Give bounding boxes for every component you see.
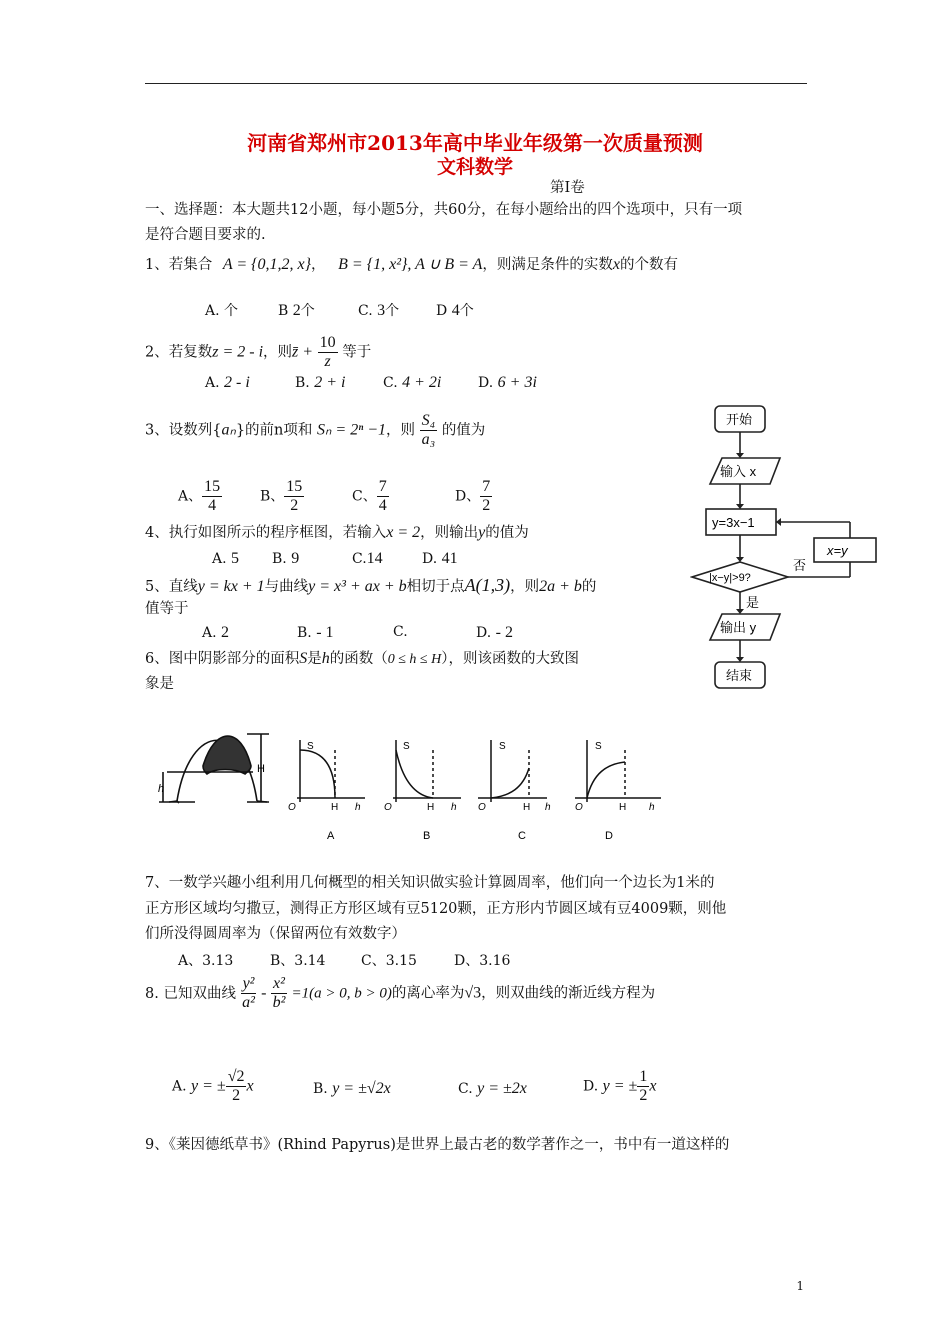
q2-option-a: A. 2 - i: [205, 374, 250, 391]
flow-update-text: x=y: [827, 543, 848, 558]
graph-label-d: D: [605, 830, 613, 842]
graph-a-s: S: [307, 741, 314, 752]
q1-option-b: B 2个: [278, 302, 315, 319]
flow-start-text: 开始: [726, 412, 753, 427]
q4-option-d: D. 41: [422, 550, 458, 567]
graph-d: [575, 740, 661, 802]
graph-d-h: H: [619, 802, 627, 813]
q5-option-d: D. - 2: [476, 624, 513, 641]
question-6: 6、图中阴影部分的面积S是h的函数（0 ≤ h ≤ H），则该函数的大致图: [145, 650, 579, 667]
flowchart: [690, 400, 890, 695]
q1-option-d: D 4个: [436, 302, 474, 319]
document-title: 河南省郑州市2013年高中毕业年级第一次质量预测: [247, 131, 703, 155]
q2-option-b: B. 2 + i: [295, 374, 346, 391]
set-b: B = {1, x²}, A ∪ B = A: [338, 256, 483, 273]
question-5-line-2: 值等于: [145, 601, 189, 617]
graph-b-o: O: [384, 802, 392, 813]
intro-line-1: 一、选择题：本大题共12小题，每小题5分，共60分，在每小题给出的四个选项中，只有一项: [145, 202, 743, 218]
flow-yes-label: 是: [746, 595, 760, 610]
q8-option-b: B. y = ±√2x: [313, 1080, 391, 1097]
q8-option-d: D. y = ± $\frac{1}{2}$ x: [583, 1068, 657, 1104]
graph-d-haxis: h: [649, 802, 655, 813]
q3-fraction: $\frac{\text{S₄}}{\text{a₃}}$: [421, 412, 436, 448]
q5-option-a: A. 2: [202, 624, 230, 641]
graph-a-haxis: h: [355, 802, 361, 813]
q5-option-b: B. - 1: [297, 624, 334, 641]
flow-end-text: 结束: [726, 668, 753, 683]
q7-option-a: A、3.13: [178, 953, 234, 969]
flow-assign-text: y=3x−1: [712, 515, 755, 530]
q8-option-a: A. y = ± $\frac{√2}{2}$ x: [172, 1068, 254, 1104]
document-subtitle: 文科数学: [436, 156, 513, 178]
graph-label-c: C: [518, 830, 526, 842]
question-7-line-3: 们所没得圆周率为（保留两位有效数字）: [145, 926, 406, 942]
q2-option-c: C. 4 + 2i: [383, 374, 442, 391]
q3-option-b: B、 $\frac{15}{2}$: [260, 478, 303, 514]
q4-option-c: C.14: [352, 550, 383, 567]
q2-option-d: D. 6 + 3i: [478, 374, 537, 391]
question-7-line-1: 7、一数学兴趣小组利用几何概型的相关知识做实验计算圆周率，他们向一个边长为1米的: [145, 875, 715, 891]
H-label-figure: H: [257, 763, 265, 775]
q1-option-c: C. 3个: [358, 302, 400, 319]
graph-d-s: S: [595, 741, 602, 752]
question-1: 1、若集合 A = {0,1,2, x}， B = {1, x²}, A ∪ B = A，则满足条件的实数x的个数有: [145, 256, 678, 273]
question-3: 3、设数列{aₙ}的前n项和 Sₙ = 2ⁿ −1，则 $\frac{\text{S₄}}{\text{a₃}}$ 的值为: [145, 412, 486, 448]
q7-option-c: C、3.15: [361, 953, 417, 969]
graph-b-h: H: [427, 802, 435, 813]
flow-input-text: 输入 x: [720, 464, 757, 479]
question-2: 2、若复数z = 2 - i，则z̄ + $\frac{10}{z}$ 等于: [145, 334, 372, 370]
set-a: A = {0,1,2, x}: [222, 256, 312, 273]
question-8: 8. 已知双曲线 $\frac{\text{y²}}{\text{a²}}$ - $\frac{\text{x²}}{\text{b²}}$ =1(a > 0, b > 0)的离心率为√3，则双曲线的渐近线方程为: [145, 975, 656, 1011]
q8-option-c: C. y = ±2x: [458, 1080, 527, 1097]
flow-no-label: 否: [793, 558, 807, 573]
q6-figure: [155, 728, 670, 848]
header-rule: [145, 83, 807, 84]
graph-c: [478, 740, 547, 802]
page-number: 1: [796, 1279, 804, 1293]
q7-option-b: B、3.14: [270, 953, 326, 969]
q3-option-a: A、 $\frac{15}{4}$: [178, 478, 221, 514]
h-label-figure: h: [158, 783, 165, 795]
graph-c-haxis: h: [545, 802, 551, 813]
intro-line-2: 是符合题目要求的.: [145, 227, 266, 243]
parabola-shape-diagram: [159, 734, 269, 803]
graph-label-a: A: [327, 830, 335, 842]
graph-c-h: H: [523, 802, 531, 813]
graph-d-o: O: [575, 802, 583, 813]
graph-a-o: O: [288, 802, 296, 813]
q7-option-d: D、3.16: [454, 953, 511, 969]
q5-option-c: C.: [393, 624, 408, 640]
graph-c-o: O: [478, 802, 486, 813]
q2-fraction: $\frac{10}{z}$: [319, 334, 336, 370]
graph-a-h: H: [331, 802, 339, 813]
flow-condition-text: |x−y|>9?: [709, 572, 751, 584]
q1-option-a: A. 个: [205, 303, 239, 319]
question-4: 4、执行如图所示的程序框图，若输入x = 2，则输出y的值为: [145, 524, 529, 541]
q3-option-c: C、 $\frac{7}{4}$: [352, 478, 387, 514]
flow-output-text: 输出 y: [720, 620, 757, 635]
question-6-line-2: 象是: [145, 676, 174, 692]
q4-option-b: B. 9: [272, 550, 300, 567]
question-7-line-2: 正方形区域均匀撒豆，测得正方形区域有豆5120颗，正方形内节圆区域有豆4009颗，则他: [145, 901, 727, 917]
section-label: 第Ⅰ卷: [550, 180, 585, 196]
graph-b-s: S: [403, 741, 410, 752]
q4-option-a: A. 5: [212, 550, 240, 567]
graph-b-haxis: h: [451, 802, 457, 813]
question-5: 5、直线y = kx + 1与曲线y = x³ + ax + b相切于点A(1,3)，则2a + b的: [145, 575, 597, 595]
question-9-line-1: 9、《莱因德纸草书》(Rhind Papyrus)是世界上最古老的数学著作之一，书中有一道这样的: [145, 1137, 730, 1153]
graph-c-s: S: [499, 741, 506, 752]
q3-option-d: D、 $\frac{7}{2}$: [455, 478, 491, 514]
graph-label-b: B: [423, 830, 431, 842]
